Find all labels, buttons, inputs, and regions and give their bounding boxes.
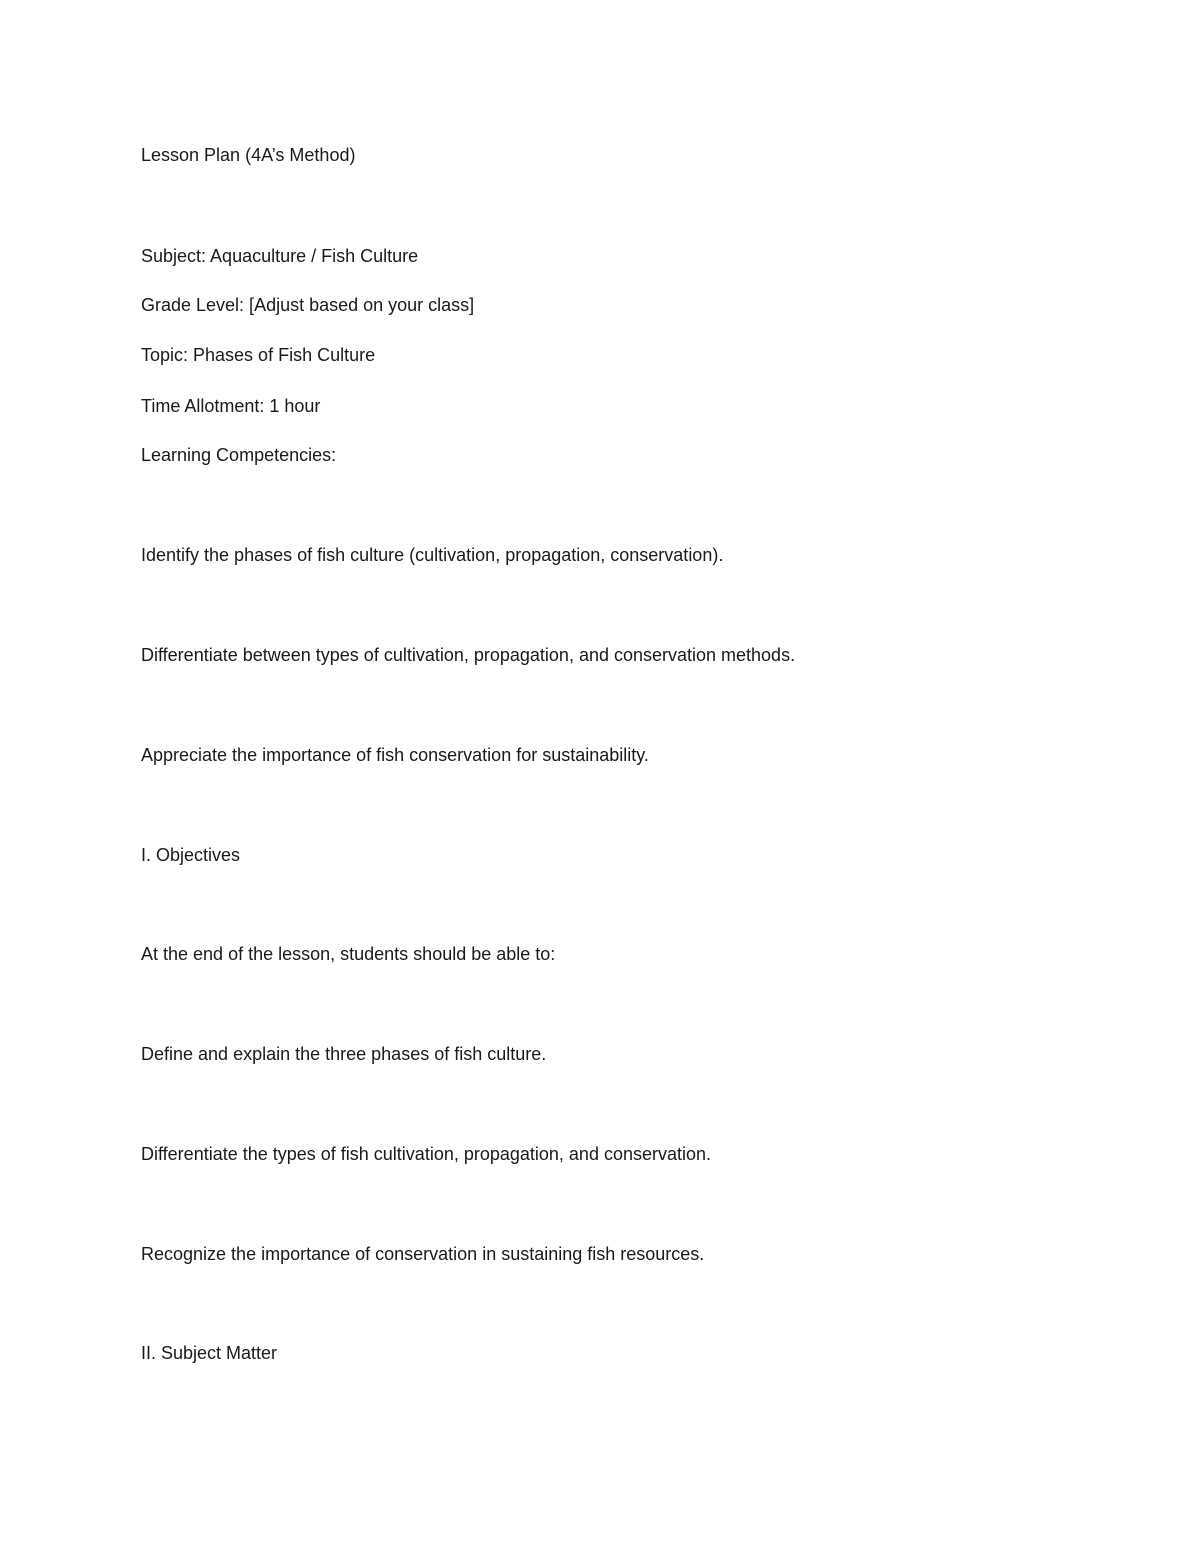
- document-title: Lesson Plan (4A’s Method): [141, 145, 356, 165]
- subject-line: Subject: Aquaculture / Fish Culture: [141, 246, 419, 266]
- topic-line: Topic: Phases of Fish Culture: [141, 345, 376, 365]
- competency-item: Appreciate the importance of fish conservation for sustainability.: [141, 745, 649, 765]
- competency-item: Identify the phases of fish culture (cultivation, propagation, conservation).: [141, 545, 724, 565]
- objectives-intro: At the end of the lesson, students should be able to:: [141, 944, 556, 964]
- objective-item: Define and explain the three phases of fish culture.: [141, 1044, 547, 1064]
- objective-item: Differentiate the types of fish cultivation, propagation, and conservation.: [141, 1144, 712, 1164]
- competencies-heading: Learning Competencies:: [141, 445, 337, 465]
- objective-item: Recognize the importance of conservation in sustaining fish resources.: [141, 1244, 705, 1264]
- grade-level-line: Grade Level: [Adjust based on your class]: [141, 295, 475, 315]
- subject-matter-heading: II. Subject Matter: [141, 1343, 278, 1363]
- objectives-heading: I. Objectives: [141, 845, 241, 865]
- competency-item: Differentiate between types of cultivation, propagation, and conservation methods.: [141, 645, 796, 665]
- time-allotment-line: Time Allotment: 1 hour: [141, 396, 321, 416]
